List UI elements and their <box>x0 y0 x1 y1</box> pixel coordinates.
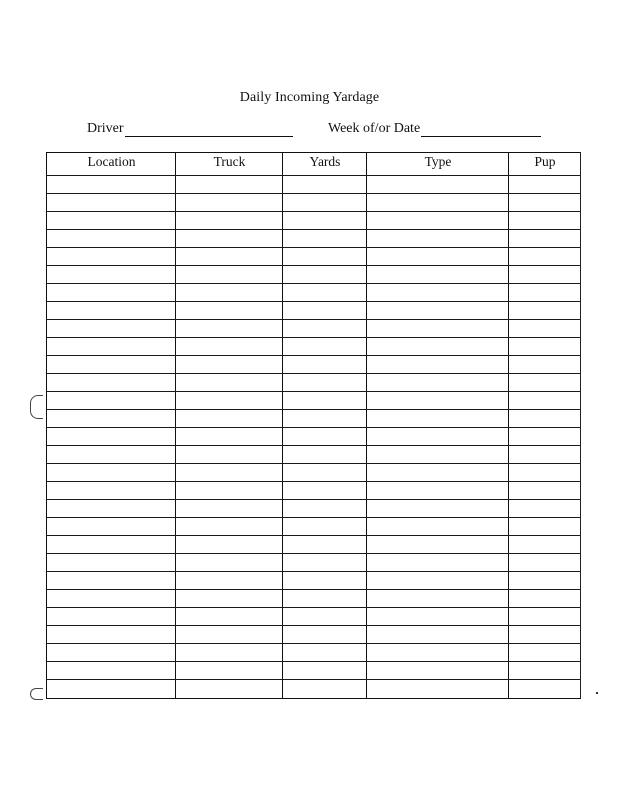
column-header-yards: Yards <box>309 154 341 169</box>
hole-punch-mark <box>30 395 43 419</box>
yardage-table <box>46 152 581 699</box>
table-row-line <box>47 247 580 248</box>
table-row-line <box>47 571 580 572</box>
table-row-line <box>47 283 580 284</box>
week-date-field <box>328 121 541 137</box>
table-row-line <box>47 499 580 500</box>
table-row-line <box>47 661 580 662</box>
table-row-line <box>47 607 580 608</box>
driver-blank-line[interactable] <box>125 122 293 137</box>
table-row-line <box>47 535 580 536</box>
table-row-line <box>47 445 580 446</box>
table-row-line <box>47 589 580 590</box>
week-date-blank-line[interactable] <box>421 122 541 137</box>
table-row-line <box>47 373 580 374</box>
table-row-line <box>47 463 580 464</box>
table-row-line <box>47 553 580 554</box>
table-row-line <box>47 193 580 194</box>
column-header-location: Location <box>87 154 136 169</box>
table-row-line <box>47 517 580 518</box>
table-row-line <box>47 625 580 626</box>
table-row-line <box>47 337 580 338</box>
table-row-line <box>47 301 580 302</box>
table-row-line <box>47 679 580 680</box>
table-row-line <box>47 175 580 176</box>
table-row-line <box>47 319 580 320</box>
table-row-line <box>47 427 580 428</box>
table-row-line <box>47 229 580 230</box>
hole-punch-mark <box>30 688 43 700</box>
form-title: Daily Incoming Yardage <box>239 90 380 105</box>
column-header-truck: Truck <box>213 154 246 169</box>
table-row-line <box>47 265 580 266</box>
column-header-type: Type <box>424 154 452 169</box>
table-row-line <box>47 211 580 212</box>
driver-label: Driver <box>87 121 124 136</box>
column-divider <box>508 153 509 698</box>
week-date-label: Week of/or Date <box>328 121 421 136</box>
column-divider <box>282 153 283 698</box>
column-divider <box>366 153 367 698</box>
table-row-line <box>47 481 580 482</box>
table-row-line <box>47 391 580 392</box>
table-row-line <box>47 409 580 410</box>
column-divider <box>175 153 176 698</box>
driver-field <box>87 121 293 137</box>
table-row-line <box>47 355 580 356</box>
scan-speck <box>596 692 598 694</box>
column-header-pup: Pup <box>534 154 556 169</box>
table-row-line <box>47 643 580 644</box>
